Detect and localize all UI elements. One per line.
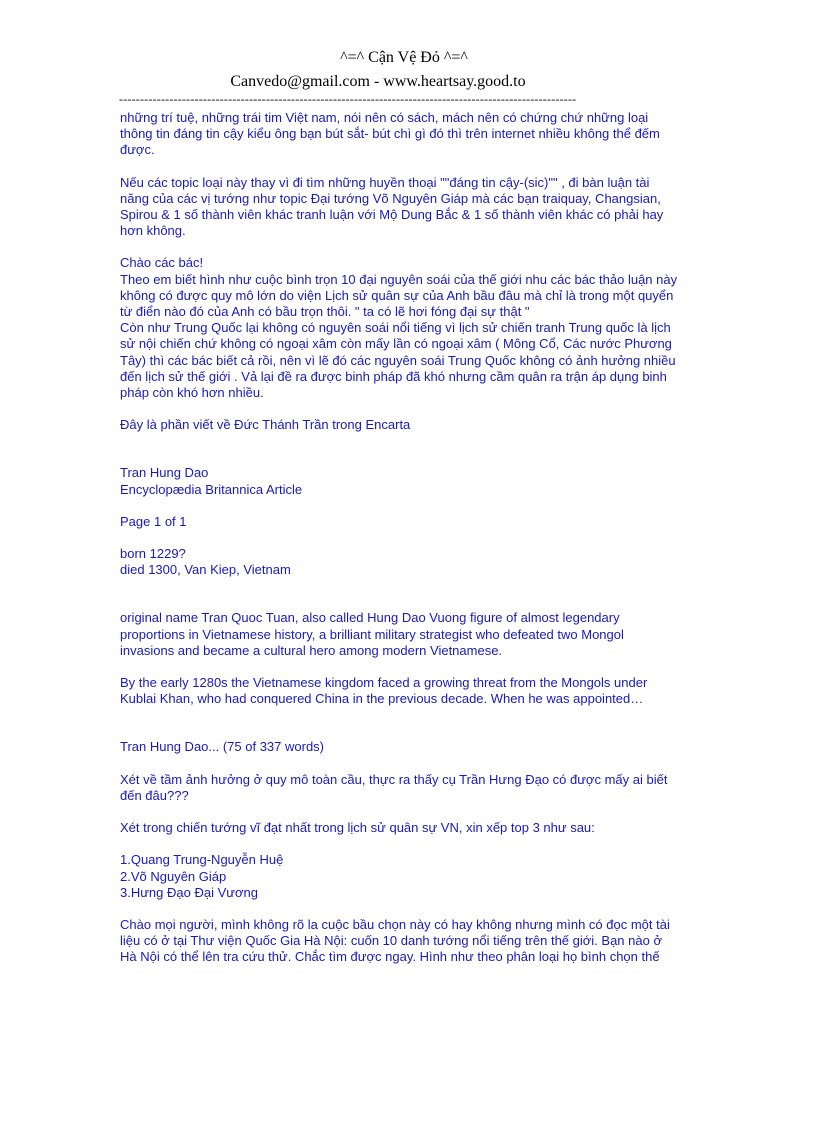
list-item: 2.Võ Nguyên Giáp xyxy=(120,868,227,884)
article-source: Encyclopædia Britannica Article xyxy=(120,481,303,497)
text-line: By the early 1280s the Vietnamese kingdom faced a growing threat from the Mongols under xyxy=(120,675,648,691)
text-line: proportions in Vietnamese history, a brilliant military strategist who defeated two Mongol xyxy=(120,626,624,642)
text-line: Xét trong chiến tướng vĩ đạt nhất trong lịch sử quân sự VN, xin xếp top 3 như sau: xyxy=(120,820,595,836)
text-line: thông tin đáng tin cậy kiểu ông bạn bút sắt- bút chì gì đó thì trên internet nhiều không thể đếm xyxy=(120,126,660,142)
paragraph-1 xyxy=(120,110,700,159)
text-line: Hà Nội có thể lên tra cứu thử. Chắc tìm được ngay. Hình như theo phân loại họ bình chọn thế xyxy=(120,949,660,965)
text-line: Tây) thì các bác biết cả rồi, nên vì lẽ đó các nguyên soái Trung Quốc không có ảnh hưởng nhiều xyxy=(120,352,676,368)
page-count xyxy=(120,514,700,530)
list-item: 1.Quang Trung-Nguyễn Huệ xyxy=(120,852,284,868)
text-line: Tran Hung Dao... (75 of 337 words) xyxy=(120,739,325,755)
document-title: ^=^ Cận Vệ Đỏ ^=^ xyxy=(340,49,468,66)
text-line: Chào các bác! xyxy=(120,255,204,271)
text-line: được. xyxy=(120,142,155,158)
text-line: không có được quy mô lớn do viện Lịch sử quân sự của Anh bầu đâu mà chỉ là trong một quyển xyxy=(120,287,674,303)
text-line: Theo em biết hình như cuộc bình trọn 10 đại nguyên soái của thế giới nhu các bác thảo luận này xyxy=(120,271,678,287)
text-line: đến lịch sử thế giới . Vả lại đề ra được binh pháp đã khó nhưng cầm quân ra trận áp dụng binh xyxy=(120,368,667,384)
text-line: pháp còn khó hơn nhiều. xyxy=(120,385,264,401)
text-line: liệu có ở tại Thư viện Quốc Gia Hà Nội: cuốn 10 danh tướng nổi tiếng trên thế giới. Bạn nào ở xyxy=(120,933,662,949)
paragraph-14 xyxy=(120,917,700,966)
text-line: original name Tran Quoc Tuan, also called Hung Dao Vuong figure of almost legendary xyxy=(120,610,620,626)
text-line: Spirou & 1 số thành viên khác tranh luận với Mộ Dung Bắc & 1 số thành viên khác có phải hay xyxy=(120,207,664,223)
text-line: năng của các vị tướng như topic Đại tướng Võ Nguyên Giáp mà các bạn traiquay, Changsian, xyxy=(120,190,661,206)
paragraph-9 xyxy=(120,675,700,707)
born-line: born 1229? xyxy=(120,546,186,562)
text-line: đến đâu??? xyxy=(120,787,189,803)
text-line: những trí tuệ, những trái tim Việt nam, nói nên có sách, mách nên có chứng chứ những loại xyxy=(120,110,649,125)
contact-line: Canvedo@gmail.com - www.heartsay.good.to xyxy=(230,73,526,90)
paragraph-3 xyxy=(120,255,700,401)
text-line: Nếu các topic loại này thay vì đi tìm những huyền thoại ""đáng tin cậy-(sic)"" , đi bàn luận tài xyxy=(120,174,650,190)
paragraph-10 xyxy=(120,739,700,755)
text-line: từ điển nào đó của Anh có bầu trọn thôi. " ta có lẽ hơi fóng đại sự thật " xyxy=(120,304,530,320)
paragraph-4 xyxy=(120,417,700,433)
text-line: Page 1 of 1 xyxy=(120,513,187,529)
text-line: hơn không. xyxy=(120,223,186,239)
text-line: invasions and became a cultural hero among modern Vietnamese. xyxy=(120,642,503,658)
paragraph-2 xyxy=(120,175,700,240)
text-line: Kublai Khan, who had conquered China in the previous decade. When he was appointed… xyxy=(120,691,644,707)
text-line: Còn như Trung Quốc lại không có nguyên soái nổi tiếng vì lịch sử chiến tranh Trung quốc là lịch xyxy=(120,320,671,336)
document-body xyxy=(120,110,700,966)
text-line: Đây là phần viết về Đức Thánh Trần trong Encarta xyxy=(120,417,411,433)
article-title: Tran Hung Dao xyxy=(120,465,209,481)
died-line: died 1300, Van Kiep, Vietnam xyxy=(120,562,291,578)
paragraph-12 xyxy=(120,820,700,836)
top3-list xyxy=(120,852,700,901)
list-item: 3.Hưng Đạo Đại Vương xyxy=(120,884,258,900)
dates-block xyxy=(120,546,700,578)
separator-rule: ------------------------------------------------------------------------------------------------------------- xyxy=(119,92,577,106)
text-line: Chào mọi người, mình không rõ la cuộc bầu chọn này có hay không nhưng mình có đọc một tài xyxy=(120,916,670,932)
article-heading xyxy=(120,465,700,497)
paragraph-11 xyxy=(120,772,700,804)
text-line: sử nội chiến chứ không có ngoại xâm còn mấy lần có ngoại xâm ( Mông Cổ, Các nước Phương xyxy=(120,336,672,352)
paragraph-8 xyxy=(120,610,700,659)
text-line: Xét về tầm ảnh hưởng ở quy mô toàn cầu, thực ra thấy cụ Trần Hưng Đạo có được mấy ai biết xyxy=(120,771,668,787)
